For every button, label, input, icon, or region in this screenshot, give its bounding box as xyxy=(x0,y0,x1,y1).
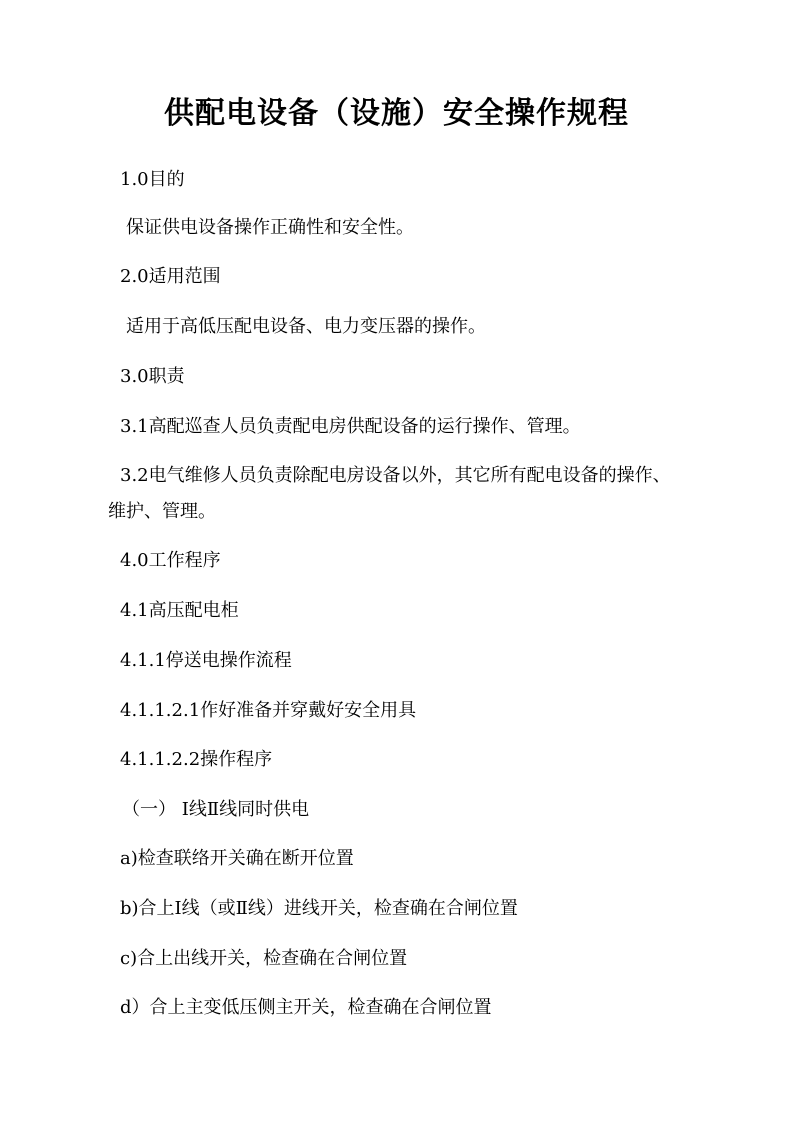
section-4-heading: 4.0工作程序 xyxy=(120,550,221,571)
step-d-text: d）合上主变低压侧主开关，检查确在合闸位置 xyxy=(120,997,492,1018)
section-3-1-text: 3.1高配巡查人员负责配电房供配设备的运行操作、管理。 xyxy=(120,416,581,437)
section-2-text: 适用于高低压配电设备、电力变压器的操作。 xyxy=(126,316,486,337)
section-4-1-1-2-1-text: 4.1.1.2.1作好准备并穿戴好安全用具 xyxy=(120,700,417,721)
section-4-1-1-heading: 4.1.1停送电操作流程 xyxy=(120,650,292,671)
section-1-text: 保证供电设备操作正确性和安全性。 xyxy=(126,217,414,238)
subsection-one-heading: （一） Ⅰ线Ⅱ线同时供电 xyxy=(122,799,310,820)
step-a-text: a)检查联络开关确在断开位置 xyxy=(120,848,354,869)
section-4-1-heading: 4.1高压配电柜 xyxy=(120,600,239,621)
section-1-heading: 1.0目的 xyxy=(120,169,185,190)
section-2-heading: 2.0适用范围 xyxy=(120,266,221,287)
step-c-text: c)合上出线开关，检查确在合闸位置 xyxy=(120,948,408,969)
step-b-text: b)合上Ⅰ线（或Ⅱ线）进线开关，检查确在合闸位置 xyxy=(120,898,518,919)
section-3-heading: 3.0职责 xyxy=(120,366,185,387)
document-title: 供配电设备（设施）安全操作规程 xyxy=(164,96,629,131)
section-3-2-text: 3.2电气维修人员负责除配电房设备以外，其它所有配电设备的操作、维护、管理。 xyxy=(108,465,671,522)
section-4-1-1-2-2-heading: 4.1.1.2.2操作程序 xyxy=(120,749,273,770)
